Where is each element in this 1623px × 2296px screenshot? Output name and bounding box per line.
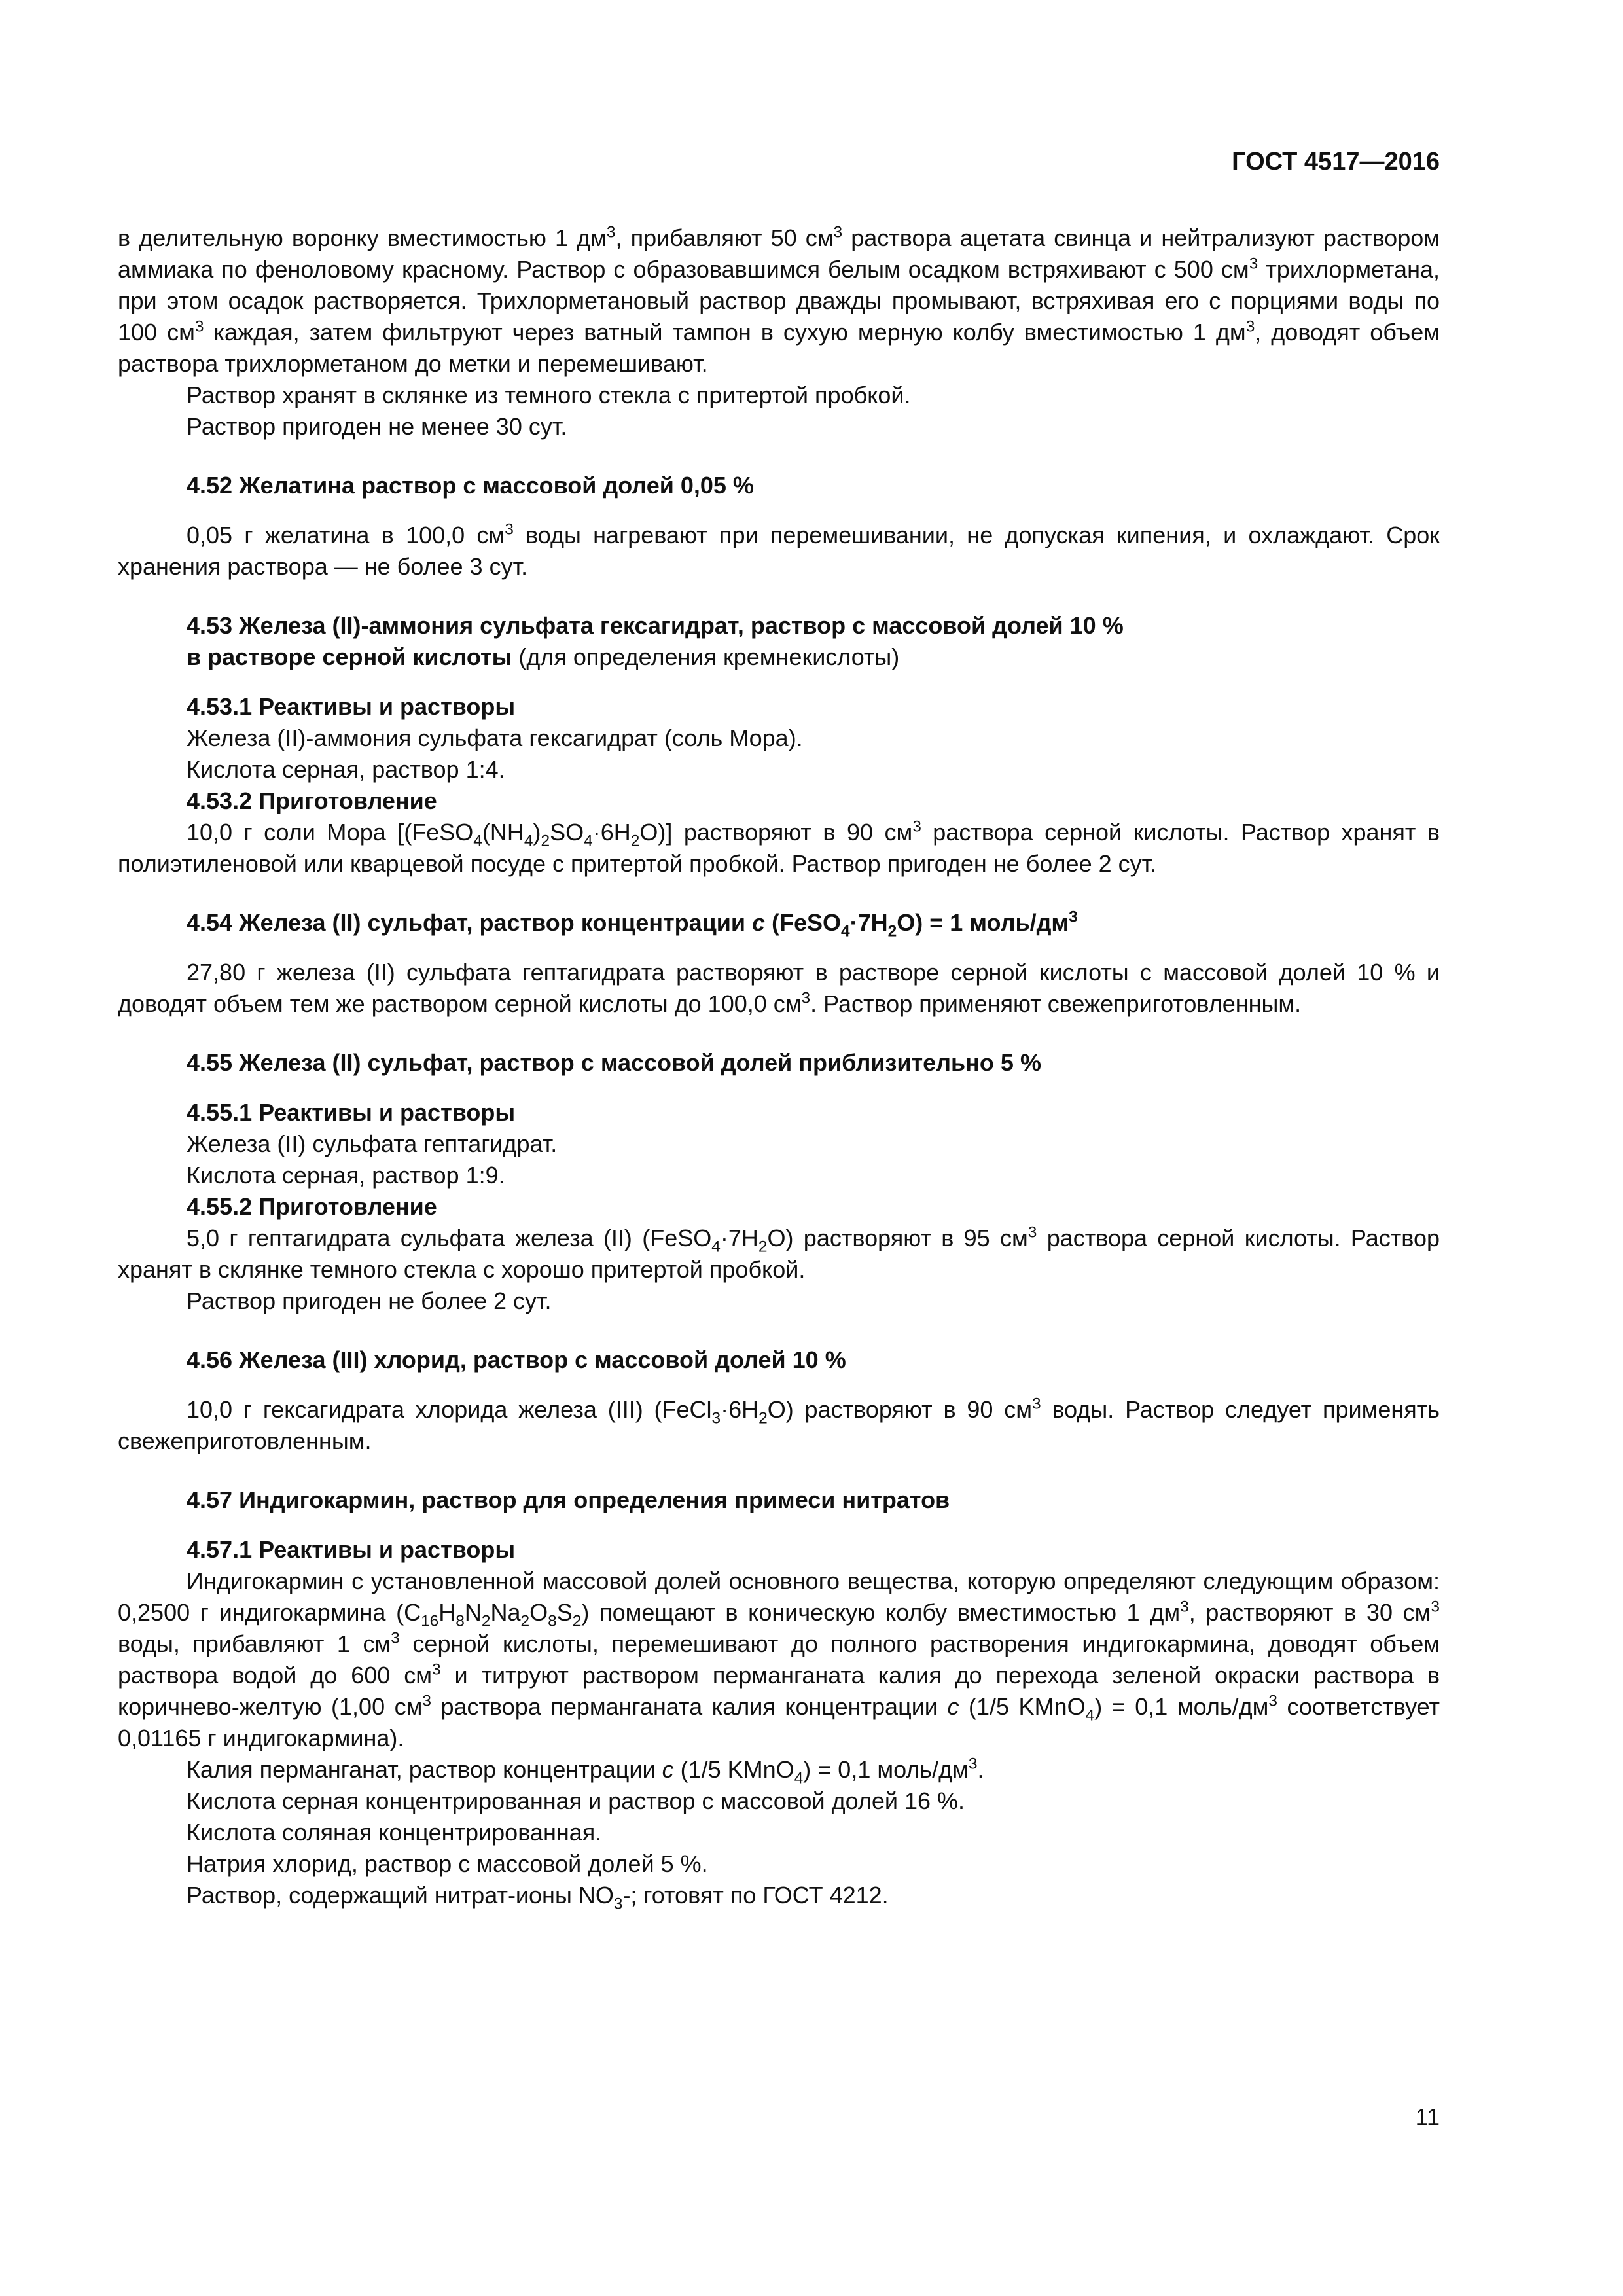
paragraph-shelf-life: Раствор пригоден не менее 30 сут. — [187, 413, 567, 440]
subsection-heading-4-53-1: 4.53.1 Реактивы и растворы — [187, 693, 516, 720]
document-body — [118, 223, 1440, 1911]
reagent-item: Железа (II)-аммония сульфата гексагидрат (соль Мора). — [187, 725, 803, 751]
section-heading-4-55: 4.55 Железа (II) сульфат, раствор с массовой долей приблизительно 5 % — [187, 1049, 1041, 1076]
section-heading-4-52: 4.52 Желатина раствор с массовой долей 0,05 % — [187, 472, 754, 499]
section-heading-4-53: 4.53 Железа (II)-аммония сульфата гексагидрат, раствор с массовой долей 10 % — [187, 612, 1124, 639]
paragraph-4-54: 27,80 г железа (II) сульфата гептагидрата растворяют в растворе серной кислоты с массовой долей 10 % и доводят объем тем же раствором серной кислоты до 100,0 $см^3$. Раствор применяют свежеприготовленным. — [118, 959, 1440, 1017]
section-heading-4-54: 4.54 Железа (II) сульфат, раствор концентрации c $(FeSO_4\cdot 7H_2O) = 1$ моль/$дм^3$ — [187, 908, 1078, 941]
section-heading-4-56: 4.56 Железа (III) хлорид, раствор с массовой долей 10 % — [187, 1346, 846, 1373]
section-heading-4-57: 4.57 Индигокармин, раствор для определения примеси нитратов — [187, 1486, 950, 1513]
heading-note: (для определения кремнекислоты) — [512, 643, 900, 670]
paragraph-4-57-1: Индигокармин с установленной массовой долей основного вещества, которую определяют следующим образом: 0,2500 г индигокармина $(C_{16}H_8N_2Na_2O_8S_2)$ помещают в коническую колбу вместимостью 1 $дм^3$, растворяют в 30 $см^3$ воды, прибавляют 1 $см^3$ серной кислоты, перемешивают до полного растворения индигокармина, доводят объем раствора водой до 600 $см^3$ и титруют раствором перманганата калия до перехода зеленой окраски раствора в коричнево-желтую (1,00 $см^3$ раствора перманганата калия концентрации c (1/5 KMnO$_4$) = 0,1 моль/$дм^3$ соответствует 0,01165 г индигокармина). — [118, 1568, 1440, 1751]
paragraph-4-56: 10,0 г гексагидрата хлорида железа (III) $(FeCl_3\cdot 6H_2O)$ растворяют в 90 $см^3$ воды. Раствор следует применять свежеприготовленным. — [118, 1395, 1440, 1454]
reagent-item: Калия перманганат, раствор концентрации c (1/5 KMnO$_4$) = 0,1 моль/$дм^3$. — [187, 1755, 984, 1787]
section-heading-4-53-cont — [118, 641, 1440, 673]
paragraph-continuation: в делительную воронку вместимостью 1 $дм^3$, прибавляют 50 $см^3$ раствора ацетата свинца и нейтрализуют раствором аммиака по феноловому красному. Раствор с образовавшимся белым осадком встряхивают с 500 $см^3$ трихлорметана, при этом осадок растворяется. Трихлорметановый раствор дважды промывают, встряхивая его с порциями воды по 100 $см^3$ каждая, затем фильтруют через ватный тампон в сухую мерную колбу вместимостью 1 $дм^3$, доводят объем раствора трихлорметаном до метки и перемешивают. — [118, 223, 1440, 377]
reagent-item: Кислота серная концентрированная и раствор с массовой долей 16 %. — [187, 1787, 965, 1814]
reagent-item: Кислота серная, раствор 1:9. — [187, 1162, 505, 1189]
subsection-heading-4-55-1: 4.55.1 Реактивы и растворы — [187, 1099, 516, 1126]
reagent-item: Железа (II) сульфата гептагидрат. — [187, 1130, 558, 1157]
paragraph-4-53-2: 10,0 г соли Мора $[(FeSO_4(NH_4)_2SO_4\cdot 6H_2O)]$ растворяют в 90 $см^3$ раствора серной кислоты. Раствор хранят в полиэтиленовой или кварцевой посуде с притертой пробкой. Раствор пригоден не более 2 сут. — [118, 817, 1440, 877]
subsection-heading-4-55-2: 4.55.2 Приготовление — [187, 1193, 437, 1220]
reagent-item: Кислота серная, раствор 1:4. — [187, 756, 505, 783]
reagent-item: Раствор, содержащий нитрат-ионы $NO_3-$; готовят по ГОСТ 4212. — [187, 1882, 889, 1913]
page-number: 11 — [1415, 2104, 1440, 2130]
document-code: ГОСТ 4517—2016 — [1232, 148, 1440, 175]
reagent-item: Натрия хлорид, раствор с массовой долей 5 %. — [187, 1850, 708, 1877]
subsection-heading-4-57-1: 4.57.1 Реактивы и растворы — [187, 1536, 516, 1563]
paragraph-4-52: 0,05 г желатина в 100,0 $см^3$ воды нагревают при перемешивании, не допуская кипения, и охлаждают. Срок хранения раствора — не более 3 сут. — [118, 520, 1440, 580]
subsection-heading-4-53-2: 4.53.2 Приготовление — [187, 787, 437, 814]
paragraph-storage: Раствор хранят в склянке из темного стекла с притертой пробкой. — [187, 382, 911, 408]
paragraph-shelf-life: Раствор пригоден не более 2 сут. — [187, 1287, 552, 1314]
paragraph-4-55-2: 5,0 г гептагидрата сульфата железа (II) $(FeSO_4\cdot 7H_2O)$ растворяют в 95 $см^3$ раствора серной кислоты. Раствор хранят в склянке темного стекла с хорошо притертой пробкой. — [118, 1223, 1440, 1283]
reagent-item: Кислота соляная концентрированная. — [187, 1819, 602, 1846]
heading-bold-part: в растворе серной кислоты — [187, 643, 512, 670]
